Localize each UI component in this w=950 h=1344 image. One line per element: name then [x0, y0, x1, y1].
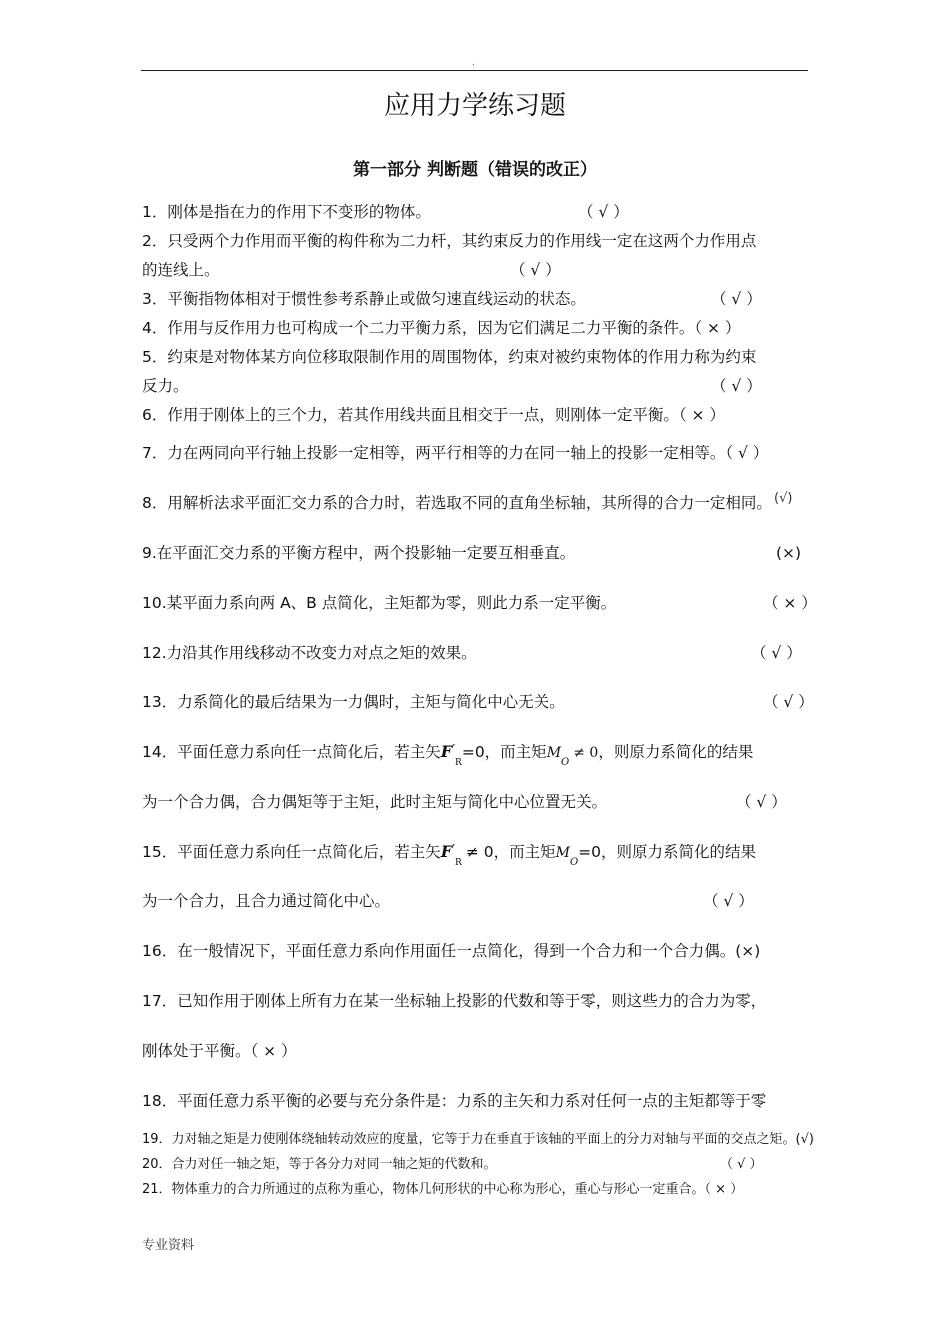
question-3: 3．平衡指物体相对于惯性参考系静止或做匀速直线运动的状态。	[142, 290, 586, 308]
not-equal-zero: ≠ 0	[573, 745, 599, 761]
question-4: 4．作用与反作用力也可构成一个二力平衡力系，因为它们满足二力平衡的条件。（ × ）	[142, 319, 741, 337]
subscript-o: O	[561, 757, 570, 768]
answer-mark-15: （ √ ）	[703, 892, 754, 910]
force-vector-symbol: F	[440, 742, 453, 761]
question-2-line-2: 的连线上。	[142, 261, 220, 279]
question-17-line-2: 刚体处于平衡。（ × ）	[142, 1042, 297, 1060]
subscript-r: R	[455, 858, 462, 868]
answer-mark-20: （ √ ）	[720, 1157, 763, 1172]
question-15-line-2: 为一个合力，且合力通过简化中心。	[142, 892, 391, 910]
answer-mark-13: （ √ ）	[763, 693, 814, 711]
moment-symbol: M	[546, 745, 562, 761]
question-1: 1．刚体是指在力的作用下不变形的物体。	[142, 203, 431, 221]
answer-mark-12: （ √ ）	[751, 644, 802, 662]
question-13: 13．力系简化的最后结果为一力偶时，主矩与简化中心无关。	[142, 693, 565, 711]
answer-mark-5: （ √ ）	[711, 377, 762, 395]
question-6: 6．作用于刚体上的三个力，若其作用线共面且相交于一点，则刚体一定平衡。（ × ）	[142, 406, 725, 424]
question-5-line-2: 反力。	[142, 377, 189, 395]
answer-mark-10: （ × ）	[763, 594, 817, 612]
question-8: 8．用解析法求平面汇交力系的合力时，若选取不同的直角坐标轴，其所得的合力一定相同。	[142, 494, 772, 512]
answer-mark-9: (×)	[776, 544, 802, 562]
header-rule	[141, 70, 808, 71]
question-14-text-b: ，则原力系简化的结果	[598, 743, 754, 761]
answer-mark-14: （ √ ）	[736, 793, 787, 811]
prime-mark: ′	[452, 743, 456, 758]
question-7: 7．力在两同向平行轴上投影一定相等，两平行相等的力在同一轴上的投影一定相等。（ √ ）	[142, 444, 769, 462]
answer-mark-2: （ √ ）	[510, 261, 561, 279]
question-14-text-a: 14．平面任意力系向任一点简化后，若主矢	[142, 743, 441, 761]
question-5-line-1: 5．约束是对物体某方向位移取限制作用的周围物体，约束对被约束物体的作用力称为约束	[142, 348, 757, 366]
question-2-line-1: 2．只受两个力作用而平衡的构件称为二力杆，其约束反力的作用线一定在这两个力作用点	[142, 232, 757, 250]
subscript-r: R	[455, 758, 462, 768]
footer-label: 专业资料	[142, 1238, 195, 1253]
header-dot: .	[472, 58, 475, 68]
question-10: 10.某平面力系向两 A、B 点简化，主矩都为零，则此力系一定平衡。	[142, 594, 617, 612]
section-heading: 第一部分 判断题（错误的改正）	[353, 160, 597, 180]
question-21: 21．物体重力的合力所通过的点称为重心，物体几何形状的中心称为形心，重心与形心一定重合。（ × ）	[142, 1182, 744, 1197]
question-12: 12.力沿其作用线移动不改变力对点之矩的效果。	[142, 644, 477, 662]
question-9: 9.在平面汇交力系的平衡方程中，两个投影轴一定要互相垂直。	[142, 544, 576, 562]
question-18: 18．平面任意力系平衡的必要与充分条件是：力系的主矢和力系对任何一点的主矩都等于零	[142, 1092, 767, 1110]
question-16: 16．在一般情况下，平面任意力系向作用面任一点简化，得到一个合力和一个合力偶。(×)	[142, 942, 761, 960]
subscript-o: O	[569, 857, 579, 868]
answer-mark-1: （ √ ）	[578, 203, 629, 221]
question-19: 19．力对轴之矩是力使刚体绕轴转动效应的度量，它等于力在垂直于该轴的平面上的分力对轴与平面的交点之矩。(√)	[142, 1132, 814, 1147]
question-14-line-1	[142, 741, 753, 766]
answer-mark-8: (√)	[774, 491, 793, 506]
force-vector-symbol: F	[440, 842, 453, 861]
answer-mark-3: （ √ ）	[711, 290, 762, 308]
prime-mark: ′	[452, 843, 456, 858]
question-15-text-a: 15．平面任意力系向任一点简化后，若主矢	[142, 843, 441, 861]
question-15-line-1	[142, 841, 756, 866]
question-15-neq: ≠ 0，而主矩	[465, 843, 556, 861]
question-20: 20．合力对任一轴之矩，等于各分力对同一轴之矩的代数和。	[142, 1157, 497, 1172]
document-title: 应用力学练习题	[383, 91, 566, 121]
moment-symbol: M	[555, 845, 570, 861]
question-17-line-1: 17．已知作用于刚体上所有力在某一坐标轴上投影的代数和等于零，则这些力的合力为零，	[142, 992, 767, 1010]
question-14-line-2: 为一个合力偶，合力偶矩等于主矩，此时主矩与简化中心位置无关。	[142, 793, 608, 811]
question-14-eq: =0，而主矩	[461, 743, 547, 761]
question-15-text-b: =0，则原力系简化的结果	[578, 843, 757, 861]
